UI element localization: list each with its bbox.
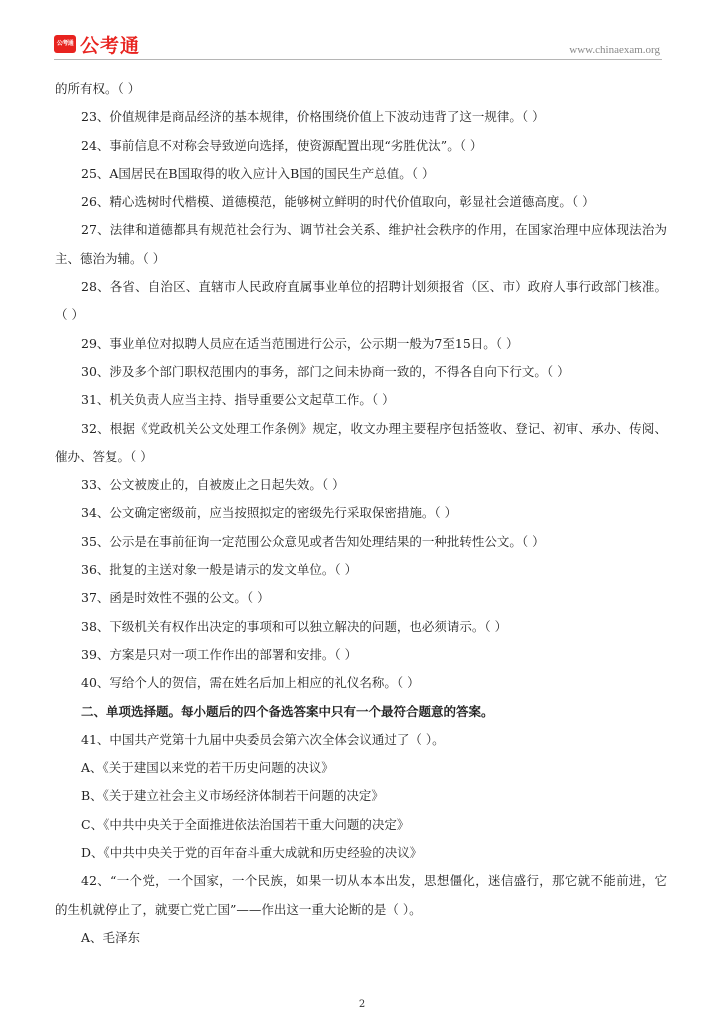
document-line: （ ） (55, 307, 84, 323)
document-line: 催办、答复。（ ） (55, 448, 153, 464)
document-line: 23、价值规律是商品经济的基本规律，价格围绕价值上下波动违背了这一规律。（ ） (81, 109, 545, 125)
document-line: 主、德治为辅。（ ） (55, 250, 166, 266)
document-line: 二、单项选择题。每小题后的四个备选答案中只有一个最符合题意的答案。 (81, 703, 494, 719)
document-line: 25、A国居民在B国取得的收入应计入B国的国民生产总值。（ ） (81, 165, 435, 181)
document-line: A、《关于建国以来党的若干历史问题的决议》 (81, 760, 334, 776)
document-line: 27、法律和道德都具有规范社会行为、调节社会关系、维护社会秩序的作用，在国家治理中应体现法治为 (81, 222, 667, 238)
document-line: 24、事前信息不对称会导致逆向选择，使资源配置出现“劣胜优汰”。（ ） (81, 137, 483, 153)
document-line: B、《关于建立社会主义市场经济体制若干问题的决定》 (81, 788, 384, 804)
document-line: 31、机关负责人应当主持、指导重要公文起草工作。（ ） (81, 392, 395, 408)
document-line: D、《中共中央关于党的百年奋斗重大成就和历史经验的决议》 (81, 845, 423, 861)
document-line: C、《中共中央关于全面推进依法治国若干重大问题的决定》 (81, 816, 410, 832)
document-line: 39、方案是只对一项工作作出的部署和安排。（ ） (81, 646, 358, 662)
page-header (0, 0, 724, 60)
site-url: www.chinaexam.org (569, 44, 660, 56)
header-divider (54, 59, 662, 60)
page-number: 2 (358, 999, 366, 1010)
document-line: 36、批复的主送对象一般是请示的发文单位。（ ） (81, 562, 358, 578)
document-line: 的生机就停止了，就要亡党亡国”——作出这一重大论断的是（ ）。 (55, 901, 422, 917)
document-line: 33、公文被废止的，自被废止之日起失效。（ ） (81, 477, 345, 493)
document-line: 26、精心选树时代楷模、道德模范，能够树立鲜明的时代价值取向，彰显社会道德高度。（ ） (81, 194, 595, 210)
logo-badge-icon: 公考通 (54, 35, 76, 53)
document-body (55, 75, 667, 952)
document-line: 28、各省、自治区、直辖市人民政府直属事业单位的招聘计划须报省（区、市）政府人事行政部门核准。 (81, 279, 667, 295)
document-line: 29、事业单位对拟聘人员应在适当范围进行公示，公示期一般为7至15日。（ ） (81, 335, 519, 351)
document-line: 的所有权。（ ） (55, 81, 141, 96)
logo-text: 公考通 (80, 35, 141, 57)
document-line: A、毛泽东 (81, 929, 141, 945)
document-line: 35、公示是在事前征询一定范围公众意见或者告知处理结果的一种批转性公文。（ ） (81, 533, 545, 549)
document-line: 38、下级机关有权作出决定的事项和可以独立解决的问题，也必须请示。（ ） (81, 618, 508, 634)
document-line: 30、涉及多个部门职权范围内的事务，部门之间未协商一致的，不得各自向下行文。（ ） (81, 363, 570, 379)
document-line: 40、写给个人的贺信，需在姓名后加上相应的礼仪名称。（ ） (81, 675, 420, 691)
document-line: 41、中国共产党第十九届中央委员会第六次全体会议通过了（ ）。 (81, 731, 445, 747)
document-line: 42、“一个党，一个国家，一个民族，如果一切从本本出发，思想僵化，迷信盛行，那它就不能前进，它 (81, 873, 667, 889)
document-line: 37、函是时效性不强的公文。（ ） (81, 590, 270, 606)
document-line: 34、公文确定密级前，应当按照拟定的密级先行采取保密措施。（ ） (81, 505, 458, 521)
document-line: 32、根据《党政机关公文处理工作条例》规定，收文办理主要程序包括签收、登记、初审、承办、传阅、 (81, 420, 667, 436)
